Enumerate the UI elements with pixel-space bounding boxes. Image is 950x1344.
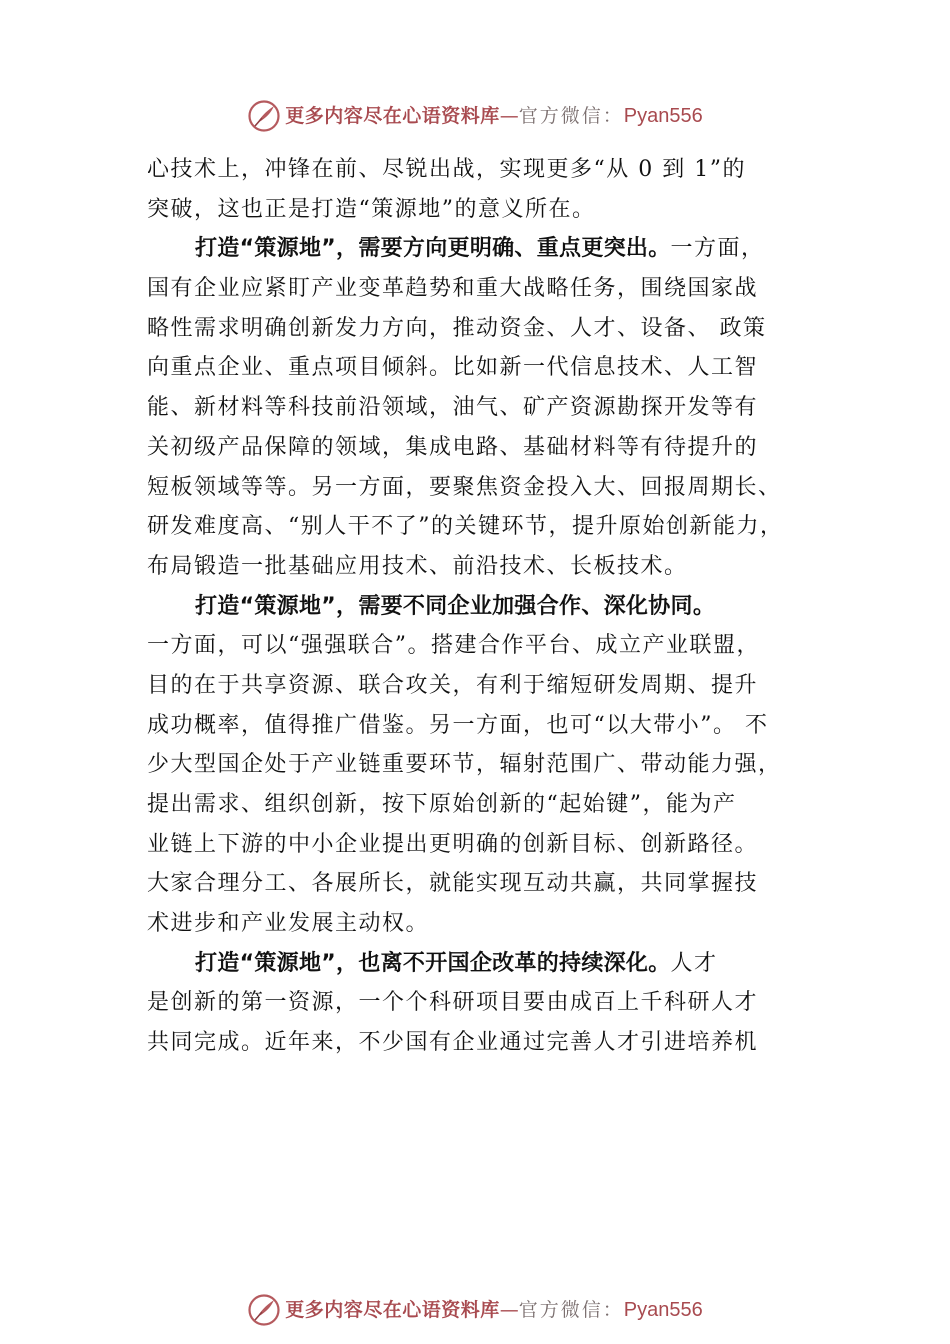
watermark-wechat-id: Pyan556 xyxy=(623,105,703,127)
line-text: 目的在于共享资源、联合攻关，有利于缩短研发周期、提升 xyxy=(147,672,759,698)
line-text: 提出需求、组织创新，按下原始创新的“起始键”，能为产 xyxy=(147,792,737,817)
text-line xyxy=(147,944,837,984)
text-line xyxy=(147,1023,837,1063)
line-text: 布局锻造一批基础应用技术、前沿技术、长板技术。 xyxy=(147,553,688,579)
text-line xyxy=(147,825,837,865)
paragraph-heading: 打造“策源地”，也离不开国企改革的持续深化。 xyxy=(195,950,671,976)
text-line xyxy=(147,904,837,944)
watermark-text: 更多内容尽在心语资料库 xyxy=(285,104,500,127)
text-line xyxy=(147,785,837,825)
line-text: 一方面， xyxy=(670,236,765,262)
line-text: 术进步和产业发展主动权。 xyxy=(147,911,430,937)
text-line xyxy=(147,348,837,388)
watermark-text: 更多内容尽在心语资料库 xyxy=(285,1298,500,1321)
text-line xyxy=(147,864,837,904)
text-line xyxy=(147,229,837,269)
text-line xyxy=(147,309,837,349)
text-line xyxy=(147,428,837,468)
line-text: 关初级产品保障的领域，集成电路、基础材料等有待提升的 xyxy=(147,434,759,460)
line-text: 国有企业应紧盯产业变革趋势和重大战略任务，围绕国家战 xyxy=(147,276,759,302)
line-text: 人才 xyxy=(670,950,718,976)
line-text: 能、新材料等科技前沿领域，油气、矿产资源勘探开发等有 xyxy=(147,395,759,421)
text-line xyxy=(147,745,837,785)
text-line xyxy=(147,269,837,309)
quill-pen-logo-icon xyxy=(247,99,281,133)
watermark-dash: — xyxy=(499,104,519,127)
line-text: 心技术上，冲锋在前、尽锐出战，实现更多“从 0 到 1”的 xyxy=(147,157,746,182)
text-line xyxy=(147,190,837,230)
paragraph-heading: 打造“策源地”，需要方向更明确、重点更突出。 xyxy=(195,236,671,262)
line-text: 大家合理分工、各展所长，就能实现互动共赢，共同掌握技 xyxy=(147,871,759,897)
text-line xyxy=(147,626,837,666)
line-text: 向重点企业、重点项目倾斜。比如新一代信息技术、人工智 xyxy=(147,355,759,381)
paragraph-heading: 打造“策源地”，需要不同企业加强合作、深化协同。 xyxy=(195,593,716,619)
watermark-dash: — xyxy=(499,1298,519,1321)
text-line xyxy=(147,666,837,706)
watermark-wechat-label: 官方微信： xyxy=(518,1298,624,1321)
line-text: 业链上下游的中小企业提出更明确的创新目标、创新路径。 xyxy=(147,831,759,857)
document-body xyxy=(147,150,837,1063)
line-text: 短板领域等等。另一方面，要聚焦资金投入大、回报周期长、 xyxy=(147,474,782,500)
text-line xyxy=(147,507,837,547)
text-line xyxy=(147,150,837,190)
line-text: 共同完成。近年来，不少国有企业通过完善人才引进培养机 xyxy=(147,1030,759,1056)
line-text: 成功概率，值得推广借鉴。另一方面，也可“以大带小”。 不 xyxy=(147,712,769,738)
line-text: 突破，这也正是打造“策源地”的意义所在。 xyxy=(147,196,596,222)
watermark-footer xyxy=(0,1290,950,1330)
text-line xyxy=(147,547,837,587)
line-text: 一方面，可以“强强联合”。搭建合作平台、成立产业联盟， xyxy=(147,633,760,659)
line-text: 研发难度高、“别人干不了”的关键环节，提升原始创新能力， xyxy=(147,514,784,540)
line-text: 略性需求明确创新发力方向，推动资金、人才、设备、 政策 xyxy=(147,315,767,341)
line-text: 是创新的第一资源，一个个科研项目要由成百上千科研人才 xyxy=(147,990,759,1016)
quill-pen-logo-icon xyxy=(247,1293,281,1327)
text-line xyxy=(147,587,837,627)
watermark-wechat-id: Pyan556 xyxy=(623,1299,703,1321)
watermark-header xyxy=(0,96,950,136)
text-line xyxy=(147,468,837,508)
text-line xyxy=(147,706,837,746)
text-line xyxy=(147,983,837,1023)
line-text: 少大型国企处于产业链重要环节，辐射范围广、带动能力强， xyxy=(147,752,782,778)
watermark-wechat-label: 官方微信： xyxy=(518,104,624,127)
text-line xyxy=(147,388,837,428)
